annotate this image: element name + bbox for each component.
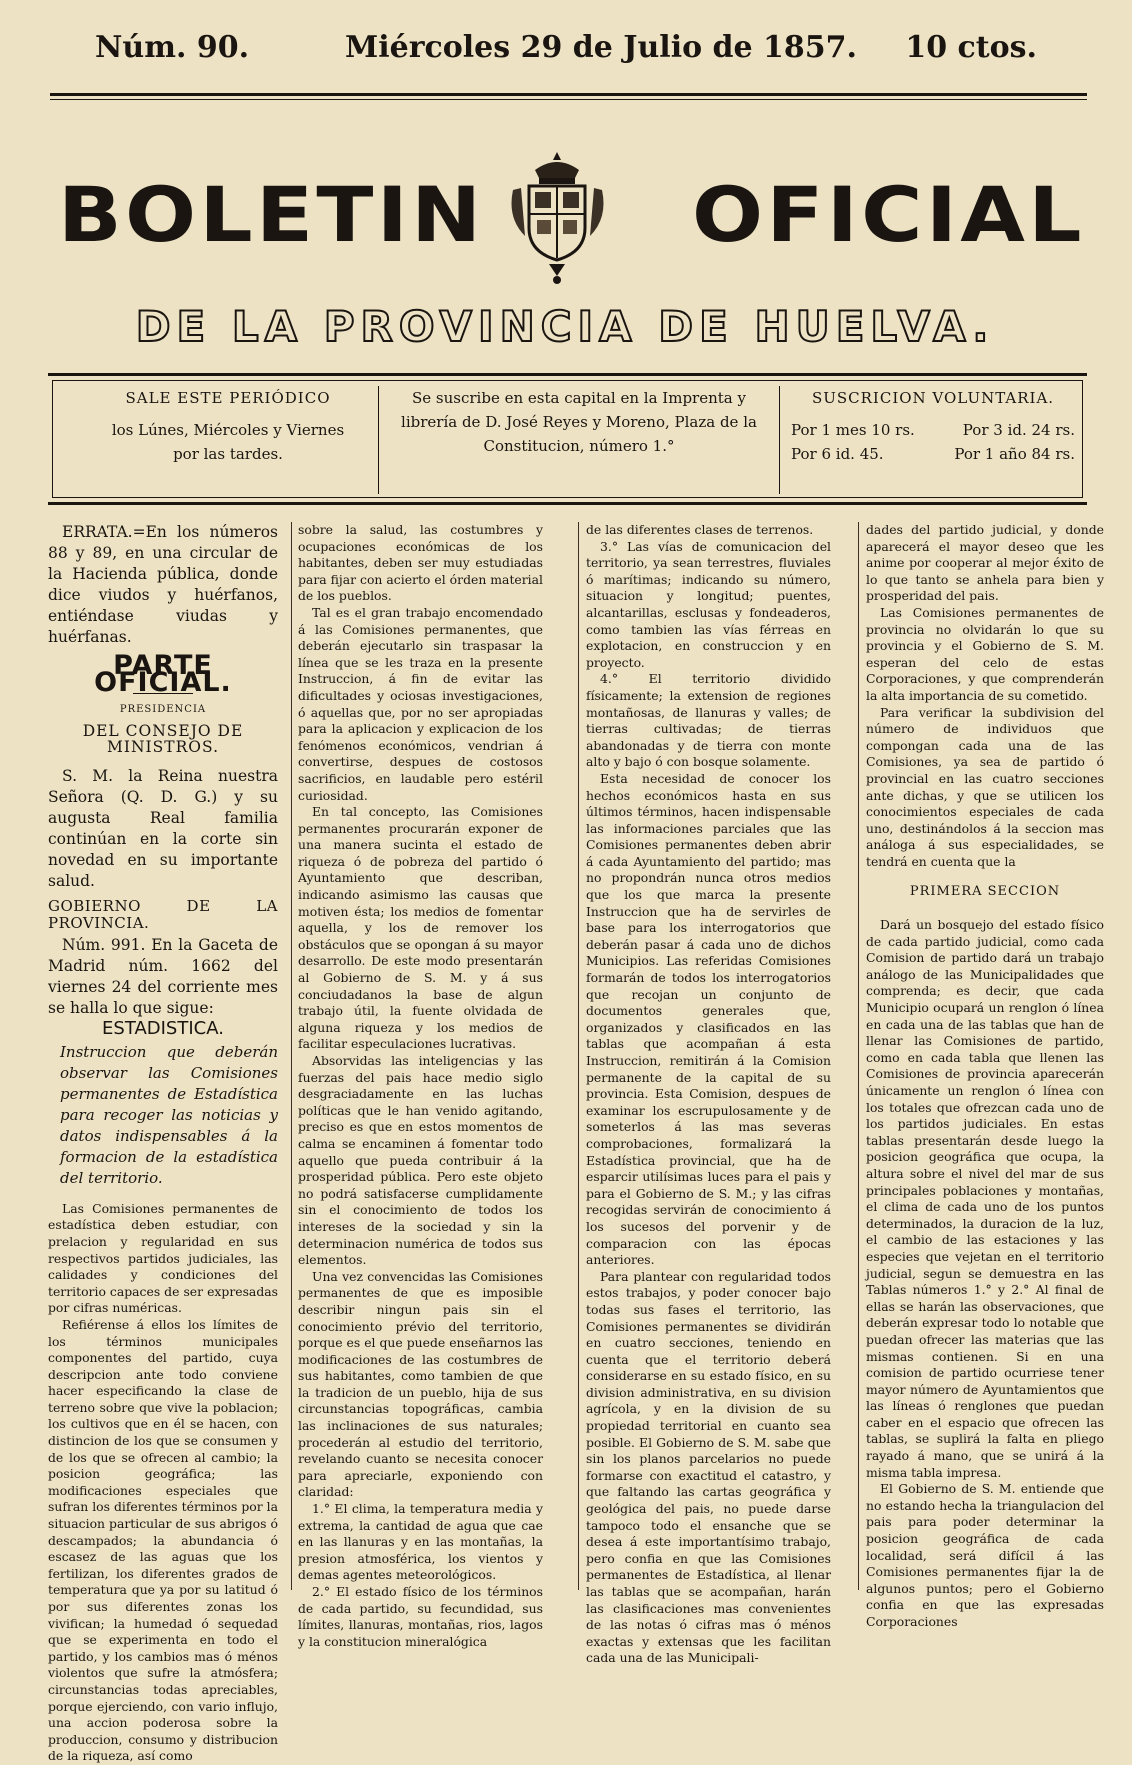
issue-header [95, 30, 1037, 70]
masthead-title-right: OFICIAL [692, 170, 1085, 259]
royal-health-notice: S. M. la Reina nuestra Señora (Q. D. G.) y su augusta Real familia continúan en la corte sin novedad en su importante salud. [48, 766, 278, 890]
price-1-year: Por 1 año 84 rs. [954, 445, 1075, 463]
paragraph: 3.° Las vías de comunicacion del territorio, ya sean terrestres, fluviales ó marítimas; indicando su número, situacion y longitud; puentes, alcantarillas, esclusas y fondeaderos, como tambien las vías férreas en explotacion, en construccion y en proyecto. [586, 538, 831, 670]
paragraph: Dará un bosquejo del estado físico de cada partido judicial, como cada Comision de partido dará un trabajo análogo de las Municipalidades que comprenda; es decir, que cada Municipio ocupará un renglon ó línea en cada una de las tablas que han de llenar las Comisiones de partido, como en cada tabla que llenen las Comisiones de provincia aparecerán únicamente un renglon ó línea con los totales que ofrezcan cada uno de los partidos judiciales. En estas tablas presentarán desde luego la posicion geográfica que ocupa, la altura sobre el nivel del mar de sus principales poblaciones y montañas, el clima de cada uno de los puntos determinados, la duracion de la luz, el cambio de las estaciones y las especies que vejetan en el territorio judicial, segun se demuestra en las Tablas números 1.° y 2.° Al final de ellas se harán las observaciones, que deberán expresar todo lo notable que puedan ofrecer las materias que las mismas contienen. Si en una comision de partido ocurriese tener mayor número de Ayuntamientos que las líneas ó renglones que puedan caber en el espacio que ofrecen las tablas, se suplirá la falta en pliego rayado á mano, que se unirá á la misma tabla impresa. [866, 917, 1104, 1480]
paragraph: de las diferentes clases de terrenos. [586, 522, 814, 537]
masthead-title-left: BOLETIN [58, 170, 485, 259]
paragraph: Para verificar la subdivision del número de individuos que compongan cada una de las Comisiones, ya sea de partido ó provincial en las cuatro secciones ante dichas, y que se utilicen los conocimientos especiales de cada uno, destinándolos á la seccion mas análoga á sus especialidades, se tendrá en cuenta que la [866, 704, 1104, 869]
paragraph: Refiérense á ellos los límites de los términos municipales componentes del partido, cuya descripcion ante todo conviene hacer especificando la clase de terreno sobre que vive la poblacion; los cultivos que en él se hacen, con distincion de los que se consumen y de los que se ofrecen al cambio; la posicion geográfica; las modificaciones especiales que sufran los diferentes términos por la situacion particular de sus abrigos ó descampados; la abundancia ó escasez de las aguas que los fertilizan, los diferentes grados de temperatura que ya por su latitud ó por sus diferentes zonas los vivifican; la humedad ó sequedad que se experimenta en todo el partido, y los cambios mas ó ménos violentos que sufre la atmósfera; circunstancias todas apreciables, porque ejerciendo, con vario influjo, una accion poderosa sobre la produccion, consumo y distribucion de la riqueza, así como [48, 1316, 278, 1764]
column-divider [291, 522, 292, 1590]
publication-days-heading: SALE ESTE PERIÓDICO [125, 389, 331, 407]
paragraph: Las Comisiones permanentes de estadística deben estudiar, con prelacion y regularidad en sus respectivos partidos judiciales, las calidades y condiciones del territorio capaces de ser expresadas por cifras numéricas. [48, 1200, 278, 1316]
coat-of-arms-icon [505, 148, 610, 288]
paragraph: Las Comisiones permanentes de provincia no olvidarán lo que su provincia y el Gobierno de S. M. esperan del celo de estas Corporaciones, y que comprenderán la alta importancia de su cometido. [866, 604, 1104, 703]
errata-note: ERRATA.=En los números 88 y 89, en una circular de la Hacienda pública, donde dice viudos y huérfanos, entiéndase viudas y huérfanas. [48, 523, 278, 646]
paragraph: Esta necesidad de conocer los hechos económicos hasta en sus últimos términos, hacen indispensable las informaciones parciales que las Comisiones permanentes deben abrir á cada Ayuntamiento del partido; mas no propondrán nunca otros medios que los que marca la presente Instruccion que ha de servirles de base para los interrogatorios que deberán pasar á cada uno de dichos Municipios. Las referidas Comisiones formarán de todos los interrogatorios que recojan un conjunto de documentos generales que, organizados y clasificados en las tablas que acompañan á esta Instruccion, remitirán á la Comision permanente de la capital de su provincia. Esta Comision, despues de examinar los escrupulosamente y de someterlos á las mas severas comprobaciones, formalizará la Estadística provincial, que ha de esparcir utilísimas luces para el pais y para el Gobierno de S. M.; y las cifras recogidas servirán de conocimiento á los sucesos del porvenir y de comparacion con las épocas anteriores. [586, 770, 831, 1268]
section-heading-parte-oficial: PARTE OFICIAL. [94, 650, 232, 698]
header-rule [50, 93, 1087, 96]
paragraph: Para plantear con regularidad todos estos trabajos, y poder conocer bajo todas sus fases el territorio, las Comisiones permanentes se dividirán en cuatro secciones, teniendo en cuenta que el territorio deberá considerarse en su estado físico, en su division administrativa, en su division agrícola, y en la division de su propiedad territorial en cuanto sea posible. El Gobierno de S. M. sabe que sin los planos parcelarios no puede formarse con exactitud el catastro, y que faltando las cartas geográfica y geológica del pais, no puede darse tampoco todo el ensanche que se desea á este importantísimo trabajo, pero confia en que las Comisiones permanentes de Estadística, al llenar las tablas que se acompañan, harán las clasificaciones mas convenientes de las notas ó cifras mas ó ménos exactas y extensas que les facilitan cada una de las Municipali- [586, 1268, 831, 1666]
issue-price: 10 ctos. [905, 30, 1037, 65]
paragraph: En tal concepto, las Comisiones permanentes procurarán exponer de una manera sucinta el estado de riqueza ó de pobreza del partido ó Ayuntamiento que describan, indicando asimismo las causas que motiven ésta; los medios de fomentar aquella, y los de remover los obstáculos que se opongan á su mayor desarrollo. De este modo presentarán al Gobierno de S. M. y á sus conciudadanos la base de algun trabajo útil, la fuente olvidada de alguna riqueza y los medios de facilitar especulaciones lucrativas. [298, 804, 543, 1052]
estadistica-heading: ESTADISTICA. [102, 1018, 224, 1040]
primera-seccion-heading: PRIMERA SECCION [909, 884, 1061, 900]
gobierno-heading: GOBIERNO DE LA PROVINCIA. [48, 896, 278, 932]
price-row [783, 442, 1083, 466]
instruction-title: Instruccion que deberán observar las Comisiones permanentes de Estadística para recoger las noticias y datos indispensables á la formacion de la estadística del territorio. [60, 1042, 278, 1187]
paragraph: Una vez convencidas las Comisiones permanentes de que es imposible describir ningun pais sin el conocimiento prévio del territorio, porque es el que puede enseñarnos las modificaciones de las costumbres de sus habitantes, como tambien de que la tradicion de un pueblo, hija de sus circunstancias topográficas, cambia las inclinaciones de sus naturales; procederán al estudio del territorio, revelando cuanto se necesita conocer para apreciarle, exponiendo con claridad: [298, 1268, 543, 1500]
issue-date: Miércoles 29 de Julio de 1857. [345, 30, 857, 65]
paragraph: 4.° El territorio dividido físicamente; la extension de regiones montañosas, de llanuras y valles; de tierras cultivadas; de tierras abandonadas y de tierra con monte alto y bajo ó con bosque solamente. [586, 671, 831, 770]
header-rule-thin [50, 99, 1087, 100]
issue-number: Núm. 90. [95, 30, 250, 65]
gaceta-notice: Núm. 991. En la Gaceta de Madrid núm. 1662 del viernes 24 del corriente mes se halla lo que sigue: [48, 936, 278, 1018]
price-1-month: Por 1 mes 10 rs. [791, 421, 915, 439]
price-6-months: Por 6 id. 45. [791, 445, 884, 463]
subscription-location-text: Se suscribe en esta capital en la Imprenta y librería de D. José Reyes y Moreno, Plaza de la Constitucion, número 1.° [401, 389, 757, 455]
paragraph: Tal es el gran trabajo encomendado á las Comisiones permanentes, que deberán ejecutarlo sin traspasar la línea que se les traza en la presente Instruccion, á fin de evitar las dificultades y ociosas investigaciones, ó aquellas que, por no ser apropiadas para la aplicacion y explicacion de los fenómenos económicos, vendrian á convertirse, despues de costosos sacrificios, en laudable pero estéril curiosidad. [298, 604, 543, 803]
paragraph: sobre la salud, las costumbres y ocupaciones económicas de los habitantes, deben ser muy estudiadas para fijar con acierto el órden material de los pueblos. [298, 522, 543, 604]
column-divider [578, 522, 579, 1590]
paragraph: El Gobierno de S. M. entiende que no estando hecha la triangulacion del pais para poder determinar la posicion geográfica de cada localidad, será difícil á las Comisiones permanentes fijar la de algunos puntos; pero el Gobierno confia en que las expresadas Corporaciones [866, 1481, 1104, 1629]
price-3-months: Por 3 id. 24 rs. [962, 421, 1075, 439]
column-divider [858, 522, 859, 1590]
subscription-info-box [48, 373, 1087, 505]
paragraph: 1.° El clima, la temperatura media y extrema, la cantidad de agua que cae en las llanuras y en las montañas, la presion atmosférica, los vientos y demas agentes meteorológicos. [298, 1501, 543, 1583]
price-row [783, 418, 1083, 442]
publication-days-text: los Lúnes, Miércoles y Viernes por las tardes. [111, 421, 345, 463]
column-4 [866, 522, 1104, 1629]
paragraph: Absorvidas las inteligencias y las fuerzas del pais hace medio siglo desgraciadamente en las luchas políticas que le han venido agitando, preciso es que en estos momentos de calma se encaminen á fomentar todo aquello que pueda contribuir á la prosperidad pública. Pero este objeto no podrá satisfacerse cumplidamente sin el conocimiento de todos los intereses de la sociedad y sin la determinacion numérica de todos sus elementos. [298, 1053, 543, 1268]
column-3 [586, 522, 831, 1666]
subscription-prices [783, 386, 1083, 494]
paragraph: 2.° El estado físico de los términos de cada partido, su fecundidad, sus límites, llanuras, montañas, rios, lagos y la constitucion mineralógica [298, 1584, 543, 1649]
article-columns [48, 522, 1104, 1764]
publication-days [98, 386, 358, 494]
presidencia-label: PRESIDENCIA [119, 704, 207, 716]
column-1 [48, 522, 278, 1764]
subscription-location [378, 386, 780, 494]
consejo-heading: DEL CONSEJO DE MINISTROS. [82, 721, 244, 757]
column-2 [298, 522, 543, 1649]
paragraph: dades del partido judicial, y donde aparecerá el mayor deseo que les anime por cooperar al mejor éxito de lo que tanto se anhela para bien y prosperidad del pais. [866, 522, 1104, 604]
masthead-subtitle: DE LA PROVINCIA DE HUELVA. [135, 302, 995, 351]
subscription-prices-heading: SUSCRICION VOLUNTARIA. [811, 389, 1055, 407]
